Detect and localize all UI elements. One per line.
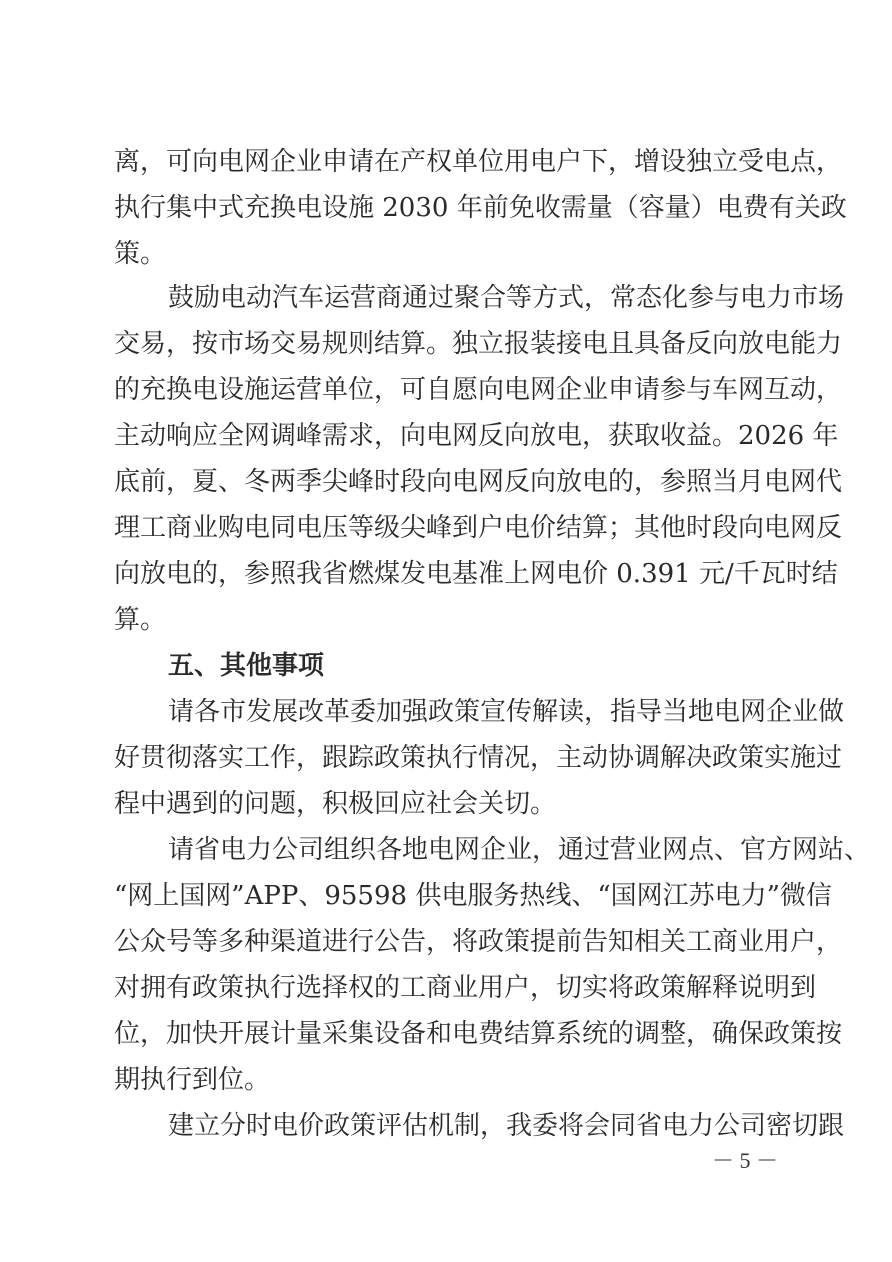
text-line-4: 鼓励电动汽车运营商通过聚合等方式，常态化参与电力市场: [168, 283, 845, 313]
text-line-20: 位，加快开展计量采集设备和电费结算系统的调整，确保政策按: [114, 1019, 843, 1049]
text-line-13: 请各市发展改革委加强政策宣传解读，指导当地电网企业做: [168, 697, 845, 727]
section-heading: 五、其他事项: [168, 651, 325, 681]
text-line-18: 公众号等多种渠道进行公告，将政策提前告知相关工商业用户，: [114, 927, 843, 957]
text-line-17: “网上国网”APP、95598 供电服务热线、“国网江苏电力”微信: [114, 881, 832, 911]
text-line-16: 请省电力公司组织各地电网企业，通过营业网点、官方网站、: [168, 835, 871, 865]
text-line-11: 算。: [114, 605, 167, 635]
text-line-9: 理工商业购电同电压等级尖峰到户电价结算；其他时段向电网反: [114, 513, 843, 543]
text-line-8: 底前，夏、冬两季尖峰时段向电网反向放电的，参照当月电网代: [114, 467, 843, 497]
page-number: － 5 －: [711, 1148, 778, 1173]
text-line-7: 主动响应全网调峰需求，向电网反向放电，获取收益。2026 年: [114, 421, 839, 451]
text-line-3: 策。: [114, 239, 167, 269]
text-line-15: 程中遇到的问题，积极回应社会关切。: [114, 789, 557, 819]
text-line-1: 离，可向电网企业申请在产权单位用电户下，增设独立受电点，: [114, 147, 843, 177]
text-line-14: 好贯彻落实工作，跟踪政策执行情况，主动协调解决政策实施过: [114, 743, 843, 773]
text-line-22: 建立分时电价政策评估机制，我委将会同省电力公司密切跟: [168, 1111, 845, 1141]
text-line-6: 的充换电设施运营单位，可自愿向电网企业申请参与车网互动，: [114, 375, 843, 405]
text-line-21: 期执行到位。: [114, 1065, 271, 1095]
text-line-19: 对拥有政策执行选择权的工商业用户，切实将政策解释说明到: [114, 973, 817, 1003]
text-line-5: 交易，按市场交易规则结算。独立报装接电且具备反向放电能力: [114, 329, 843, 359]
text-line-2: 执行集中式充换电设施 2030 年前免收需量（容量）电费有关政: [114, 193, 847, 223]
text-line-10: 向放电的，参照我省燃煤发电基准上网电价 0.391 元/千瓦时结: [114, 559, 838, 589]
